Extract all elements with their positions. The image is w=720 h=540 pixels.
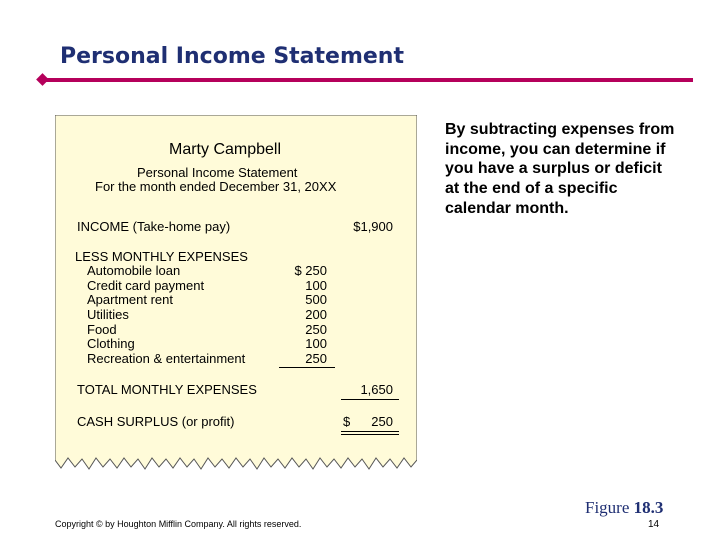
expense-label: Credit card payment bbox=[87, 278, 205, 293]
expense-value: $ 250 bbox=[294, 263, 327, 278]
figure-word: Figure bbox=[585, 498, 630, 517]
surplus-currency: $ bbox=[343, 414, 351, 429]
expense-label: Recreation & entertainment bbox=[87, 351, 246, 366]
surplus-label: CASH SURPLUS (or profit) bbox=[77, 414, 235, 429]
statement-name: Marty Campbell bbox=[169, 141, 282, 158]
expense-value: 500 bbox=[305, 292, 327, 307]
slide-title: Personal Income Statement bbox=[60, 44, 404, 69]
expenses-header: LESS MONTHLY EXPENSES bbox=[75, 249, 248, 264]
title-rule bbox=[43, 78, 693, 82]
income-value: $1,900 bbox=[353, 219, 393, 234]
expenses-subtotal-rule bbox=[279, 367, 335, 368]
figure-label bbox=[585, 498, 663, 518]
expense-label: Automobile loan bbox=[87, 263, 181, 278]
side-note: By subtracting expenses from income, you can determine if you have a surplus or deficit at the end of a specific calendar month. bbox=[445, 121, 675, 217]
surplus-double-rule-top bbox=[341, 431, 399, 432]
total-expenses-label: TOTAL MONTHLY EXPENSES bbox=[77, 382, 257, 397]
income-label: INCOME (Take-home pay) bbox=[77, 219, 231, 234]
copyright-text: Copyright © by Houghton Mifflin Company. All rights reserved. bbox=[55, 519, 302, 529]
expense-label: Food bbox=[87, 322, 117, 337]
surplus-value: 250 bbox=[371, 414, 393, 429]
total-rule bbox=[341, 399, 399, 400]
statement-period: For the month ended December 31, 20XX bbox=[95, 179, 337, 194]
expense-value: 250 bbox=[305, 322, 327, 337]
statement-paper bbox=[55, 115, 417, 475]
expense-value: 200 bbox=[305, 307, 327, 322]
expense-label: Utilities bbox=[87, 307, 129, 322]
figure-number: 18.3 bbox=[633, 498, 664, 517]
total-expenses-value: 1,650 bbox=[360, 382, 393, 397]
expense-label: Apartment rent bbox=[87, 292, 173, 307]
expense-value: 100 bbox=[305, 336, 327, 351]
expense-label: Clothing bbox=[87, 336, 135, 351]
expense-value: 100 bbox=[305, 278, 327, 293]
statement-subtitle: Personal Income Statement bbox=[137, 165, 298, 180]
expense-value: 250 bbox=[305, 351, 327, 366]
page-number: 14 bbox=[648, 519, 660, 530]
surplus-double-rule-bottom bbox=[341, 434, 399, 435]
